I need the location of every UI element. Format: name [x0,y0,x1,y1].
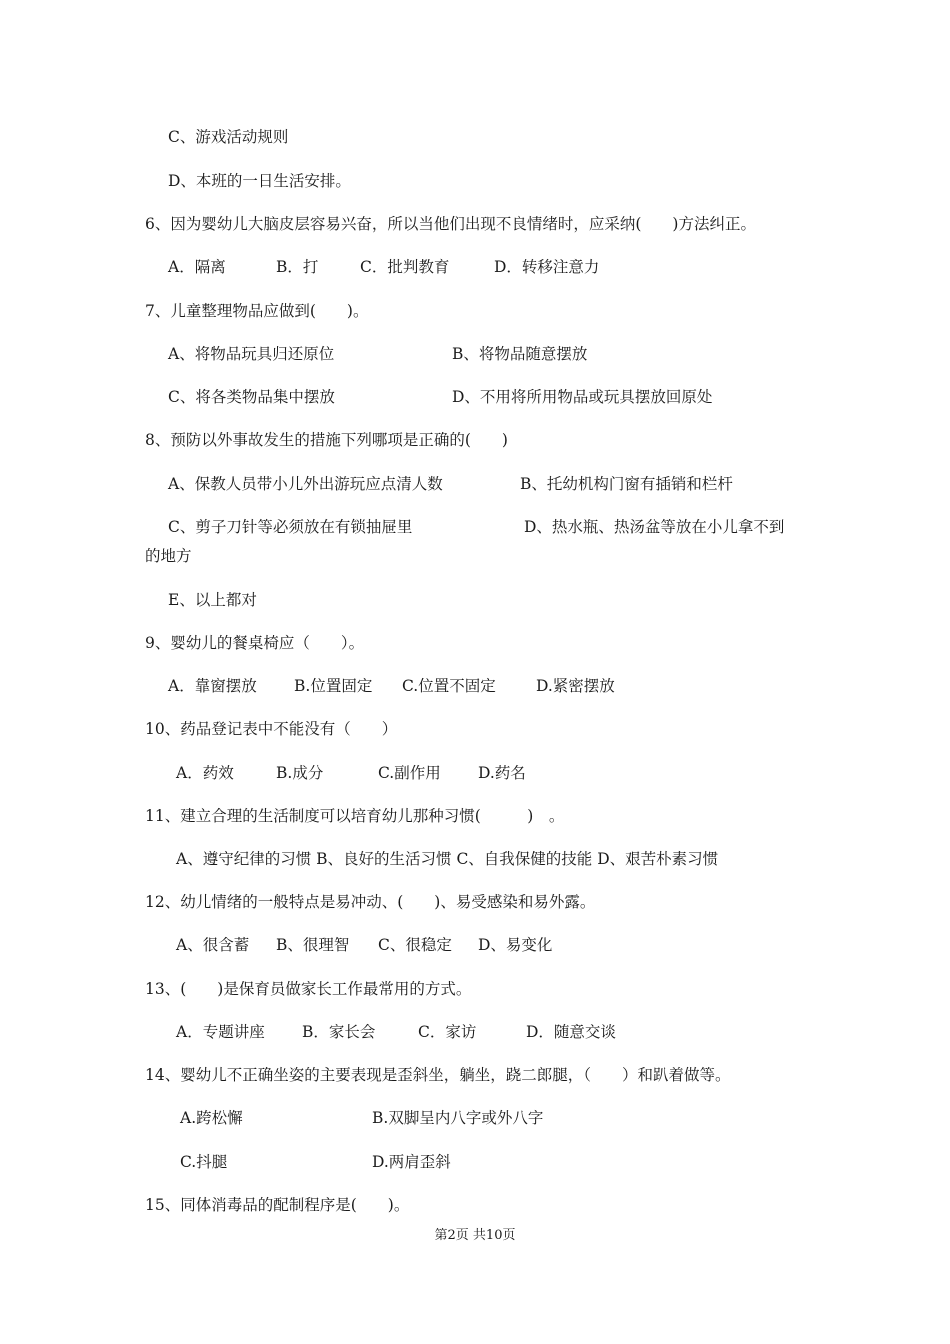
option-q9-d: D.紧密摆放 [536,677,615,695]
option-q7-a: A、将物品玩具归还原位 [168,345,335,363]
option-q9-c: C.位置不固定 [402,677,496,695]
option-q14-a: A.跨松懈 [180,1109,243,1127]
question-15: 15、同体消毒品的配制程序是( )。 [145,1196,410,1214]
options-q11: A、遵守纪律的习惯 B、良好的生活习惯 C、自我保健的技能 D、艰苦朴素习惯 [176,850,719,868]
question-6: 6、因为婴幼儿大脑皮层容易兴奋，所以当他们出现不良情绪时，应采纳( )方法纠正。 [145,215,756,233]
option-q10-d: D.药名 [478,764,526,782]
option-q14-d: D.两肩歪斜 [372,1153,451,1171]
option-q8-d: D、热水瓶、热汤盆等放在小儿拿不到 [524,518,785,536]
option-q8-d-cont: 的地方 [145,547,192,565]
option-q6-a: A．隔离 [168,258,226,276]
question-11: 11、建立合理的生活制度可以培育幼儿那种习惯( ) 。 [145,807,565,825]
option-q6-d: D．转移注意力 [494,258,600,276]
option-q12-a: A、很含蓄 [176,936,250,954]
option-q8-b: B、托幼机构门窗有插销和栏杆 [520,475,733,493]
option-q10-c: C.副作用 [378,764,441,782]
option-q8-a: A、保教人员带小儿外出游玩应点清人数 [168,475,443,493]
option-q5-c: C、游戏活动规则 [168,128,289,146]
question-14: 14、婴幼儿不正确坐姿的主要表现是歪斜坐，躺坐，跷二郎腿，（ ）和趴着做等。 [145,1066,731,1084]
option-q13-d: D．随意交谈 [526,1023,616,1041]
option-q7-b: B、将物品随意摆放 [452,345,588,363]
option-q12-b: B、很理智 [276,936,350,954]
option-q8-e: E、以上都对 [168,591,257,609]
option-q13-a: A．专题讲座 [176,1023,265,1041]
option-q5-d: D、本班的一日生活安排。 [168,172,351,190]
question-9: 9、婴幼儿的餐桌椅应（ ）。 [145,634,365,652]
option-q10-a: A．药效 [176,764,234,782]
option-q14-b: B.双脚呈内八字或外八字 [372,1109,544,1127]
option-q13-c: C．家访 [418,1023,477,1041]
option-q7-c: C、将各类物品集中摆放 [168,388,335,406]
option-q6-c: C．批判教育 [360,258,450,276]
option-q7-d: D、不用将所用物品或玩具摆放回原处 [452,388,713,406]
option-q12-c: C、很稳定 [378,936,452,954]
option-q10-b: B.成分 [276,764,324,782]
option-q6-b: B．打 [276,258,319,276]
option-q9-a: A．靠窗摆放 [168,677,257,695]
question-12: 12、幼儿情绪的一般特点是易冲动、( )、易受感染和易外露。 [145,893,596,911]
page-number: 第2页 共10页 [434,1228,516,1243]
question-8: 8、预防以外事故发生的措施下列哪项是正确的( ) [145,431,508,449]
option-q14-c: C.抖腿 [180,1153,228,1171]
option-q8-c: C、剪子刀针等必须放在有锁抽屉里 [168,518,413,536]
question-7: 7、儿童整理物品应做到( )。 [145,302,369,320]
option-q9-b: B.位置固定 [294,677,373,695]
question-10: 10、药品登记表中不能没有（ ） [145,720,398,738]
question-13: 13、( )是保育员做家长工作最常用的方式。 [145,980,472,998]
option-q13-b: B．家长会 [302,1023,376,1041]
option-q12-d: D、易变化 [478,936,553,954]
